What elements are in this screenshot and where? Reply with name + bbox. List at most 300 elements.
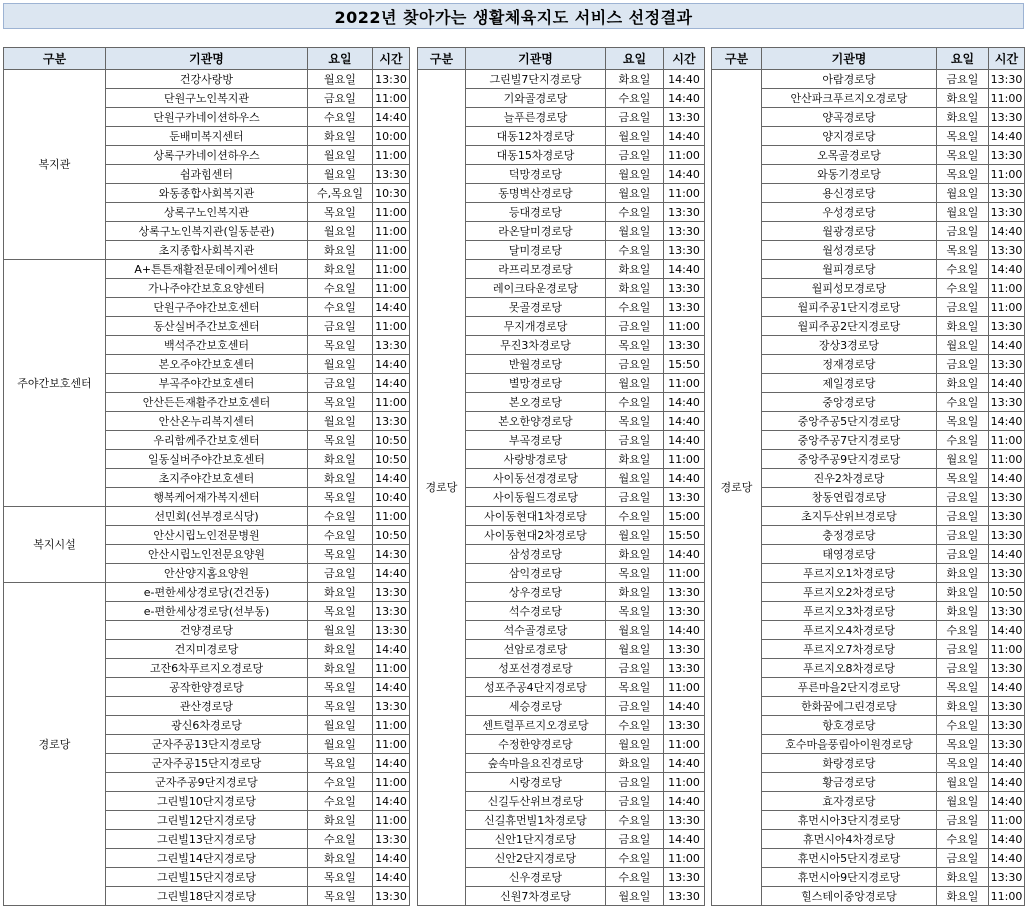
time-cell: 11:00 [664,564,705,583]
time-cell: 13:30 [989,868,1025,887]
time-cell: 11:00 [989,165,1025,184]
institution-cell: 대동15차경로당 [466,146,606,165]
institution-cell: 가나주야간보호요양센터 [106,279,308,298]
institution-cell: 우리함께주간보호센터 [106,431,308,450]
time-cell: 13:30 [989,659,1025,678]
time-cell: 15:50 [664,355,705,374]
institution-cell: 푸르지오3차경로당 [762,602,937,621]
institution-cell: 동명벽산경로당 [466,184,606,203]
institution-cell: 푸른마을2단지경로당 [762,678,937,697]
institution-cell: 와동기경로당 [762,165,937,184]
day-cell: 수요일 [606,811,664,830]
time-cell: 11:00 [373,811,410,830]
time-cell: 13:30 [373,70,410,89]
day-cell: 수요일 [937,621,989,640]
institution-cell: 사이동현대2차경로당 [466,526,606,545]
time-cell: 14:40 [989,545,1025,564]
time-cell: 13:30 [989,393,1025,412]
institution-cell: 고잔6차푸르지오경로당 [106,659,308,678]
institution-cell: 그린빌10단지경로당 [106,792,308,811]
time-cell: 14:40 [373,792,410,811]
time-cell: 14:40 [989,469,1025,488]
time-cell: 13:30 [989,488,1025,507]
time-cell: 13:30 [664,108,705,127]
institution-cell: 월피경로당 [762,260,937,279]
category-cell: 경로당 [418,70,466,906]
day-cell: 목요일 [308,678,373,697]
time-cell: 14:40 [989,336,1025,355]
institution-cell: 양곡경로당 [762,108,937,127]
time-cell: 11:00 [989,450,1025,469]
time-cell: 11:00 [664,773,705,792]
institution-cell: 푸르지오7차경로당 [762,640,937,659]
institution-cell: A+튼튼재활전문데이케어센터 [106,260,308,279]
day-cell: 화요일 [937,108,989,127]
time-cell: 11:00 [664,678,705,697]
institution-cell: 무지개경로당 [466,317,606,336]
table-row [4,260,410,279]
day-cell: 수요일 [606,716,664,735]
day-cell: 목요일 [308,488,373,507]
institution-cell: 월피주공1단지경로당 [762,298,937,317]
day-cell: 목요일 [937,678,989,697]
time-cell: 11:00 [373,659,410,678]
time-cell: 11:00 [664,317,705,336]
page-title-text: 2022년 찾아가는 생활체육지도 서비스 선정결과 [334,7,693,27]
day-cell: 금요일 [937,659,989,678]
day-cell: 화요일 [308,469,373,488]
institution-cell: 상우경로당 [466,583,606,602]
time-cell: 14:40 [664,393,705,412]
time-cell: 14:40 [664,545,705,564]
institution-cell: 초지주야간보호센터 [106,469,308,488]
time-cell: 14:40 [989,754,1025,773]
time-cell: 13:30 [373,336,410,355]
day-cell: 금요일 [606,792,664,811]
day-cell: 월요일 [606,735,664,754]
institution-cell: 대동12차경로당 [466,127,606,146]
time-cell: 14:40 [664,127,705,146]
institution-cell: 월피주공2단지경로당 [762,317,937,336]
table-row [4,583,410,602]
institution-cell: 공작한양경로당 [106,678,308,697]
institution-cell: 신길휴먼빌1차경로당 [466,811,606,830]
institution-cell: 무진3차경로당 [466,336,606,355]
header-institution: 기관명 [106,48,308,70]
day-cell: 월요일 [937,336,989,355]
institution-cell: 선암로경로당 [466,640,606,659]
institution-cell: 그린빌7단지경로당 [466,70,606,89]
day-cell: 금요일 [606,488,664,507]
institution-cell: 행복케어재가복지센터 [106,488,308,507]
day-cell: 금요일 [937,545,989,564]
time-cell: 11:00 [373,507,410,526]
day-cell: 목요일 [308,545,373,564]
institution-cell: 본오주야간보호센터 [106,355,308,374]
institution-cell: 초지종합사회복지관 [106,241,308,260]
day-cell: 월요일 [606,469,664,488]
day-cell: 금요일 [937,811,989,830]
time-cell: 13:30 [989,108,1025,127]
time-cell: 14:40 [664,754,705,773]
category-cell: 주야간보호센터 [4,260,106,507]
day-cell: 목요일 [937,469,989,488]
institution-cell: 안산온누리복지센터 [106,412,308,431]
institution-cell: 제일경로당 [762,374,937,393]
day-cell: 금요일 [606,431,664,450]
institution-cell: 양지경로당 [762,127,937,146]
day-cell: 화요일 [937,602,989,621]
day-cell: 금요일 [606,317,664,336]
institution-cell: 그린빌18단지경로당 [106,887,308,906]
time-cell: 13:30 [989,146,1025,165]
day-cell: 수요일 [308,526,373,545]
time-cell: 13:30 [373,697,410,716]
time-cell: 11:00 [373,716,410,735]
institution-cell: 사랑방경로당 [466,450,606,469]
institution-cell: 석수경로당 [466,602,606,621]
time-cell: 13:30 [989,241,1025,260]
day-cell: 금요일 [606,773,664,792]
day-cell: 화요일 [937,317,989,336]
day-cell: 화요일 [308,450,373,469]
time-cell: 11:00 [373,279,410,298]
header-time: 시간 [664,48,705,70]
day-cell: 월요일 [308,716,373,735]
table-row [712,70,1025,89]
day-cell: 목요일 [937,146,989,165]
institution-cell: 푸르지오8차경로당 [762,659,937,678]
institution-cell: 단원구카네이션하우스 [106,108,308,127]
institution-cell: e-편한세상경로당(선부동) [106,602,308,621]
day-cell: 수요일 [308,298,373,317]
day-cell: 월요일 [606,184,664,203]
day-cell: 금요일 [937,355,989,374]
time-cell: 14:40 [664,412,705,431]
day-cell: 수요일 [308,792,373,811]
day-cell: 금요일 [937,640,989,659]
time-cell: 10:50 [373,526,410,545]
institution-cell: 신안2단지경로당 [466,849,606,868]
day-cell: 월요일 [308,412,373,431]
day-cell: 금요일 [937,526,989,545]
institution-cell: 군자주공13단지경로당 [106,735,308,754]
institution-cell: 월광경로당 [762,222,937,241]
header-category: 구분 [4,48,106,70]
day-cell: 금요일 [308,564,373,583]
day-cell: 목요일 [937,241,989,260]
time-cell: 14:40 [373,678,410,697]
institution-cell: 안산시립노인전문요양원 [106,545,308,564]
institution-cell: 호수마을풍림아이원경로당 [762,735,937,754]
category-cell: 경로당 [4,583,106,906]
time-cell: 13:30 [373,165,410,184]
day-cell: 화요일 [308,849,373,868]
day-cell: 수요일 [308,507,373,526]
institution-cell: 중앙주공9단지경로당 [762,450,937,469]
day-cell: 수요일 [937,716,989,735]
time-cell: 11:00 [664,735,705,754]
day-cell: 수요일 [606,203,664,222]
day-cell: 목요일 [308,754,373,773]
time-cell: 10:50 [989,583,1025,602]
day-cell: 화요일 [937,697,989,716]
day-cell: 수요일 [606,298,664,317]
institution-cell: 휴먼시아9단지경로당 [762,868,937,887]
institution-cell: 진우2차경로당 [762,469,937,488]
time-cell: 14:40 [373,298,410,317]
day-cell: 화요일 [937,583,989,602]
institution-cell: 안산든든재활주간보호센터 [106,393,308,412]
header-category: 구분 [712,48,762,70]
header-day: 요일 [308,48,373,70]
time-cell: 11:00 [373,260,410,279]
time-cell: 14:40 [373,868,410,887]
institution-cell: 창동연립경로당 [762,488,937,507]
day-cell: 월요일 [606,887,664,906]
header-day: 요일 [606,48,664,70]
institution-cell: 우성경로당 [762,203,937,222]
institution-cell: 효자경로당 [762,792,937,811]
time-cell: 11:00 [373,146,410,165]
institution-cell: 군자주공9단지경로당 [106,773,308,792]
day-cell: 목요일 [308,393,373,412]
time-cell: 11:00 [664,849,705,868]
time-cell: 11:00 [373,735,410,754]
header-time: 시간 [373,48,410,70]
time-cell: 14:40 [373,849,410,868]
day-cell: 목요일 [937,165,989,184]
institution-cell: 레이크타운경로당 [466,279,606,298]
time-cell: 11:00 [989,887,1025,906]
time-cell: 14:40 [664,469,705,488]
time-cell: 10:50 [373,450,410,469]
day-cell: 월요일 [308,355,373,374]
time-cell: 13:30 [664,298,705,317]
time-cell: 13:30 [373,830,410,849]
institution-cell: 초지두산위브경로당 [762,507,937,526]
institution-cell: 월성경로당 [762,241,937,260]
institution-cell: 수정한양경로당 [466,735,606,754]
day-cell: 목요일 [606,412,664,431]
institution-cell: 휴먼시아3단지경로당 [762,811,937,830]
time-cell: 13:30 [664,640,705,659]
day-cell: 금요일 [606,697,664,716]
day-cell: 목요일 [937,735,989,754]
time-cell: 13:30 [373,602,410,621]
institution-cell: 시랑경로당 [466,773,606,792]
day-cell: 화요일 [606,583,664,602]
institution-cell: 휴먼시아5단지경로당 [762,849,937,868]
time-cell: 14:40 [989,792,1025,811]
institution-cell: 사이동선경경로당 [466,469,606,488]
institution-cell: 반월경로당 [466,355,606,374]
day-cell: 화요일 [606,279,664,298]
day-cell: 금요일 [937,222,989,241]
day-cell: 금요일 [606,830,664,849]
institution-cell: 황금경로당 [762,773,937,792]
category-cell: 복지시설 [4,507,106,583]
time-cell: 11:00 [989,640,1025,659]
day-cell: 수요일 [606,89,664,108]
category-cell: 복지관 [4,70,106,260]
time-cell: 11:00 [989,279,1025,298]
institution-cell: 광신6차경로당 [106,716,308,735]
institution-cell: 성포선경경로당 [466,659,606,678]
time-cell: 14:40 [989,678,1025,697]
day-cell: 월요일 [937,792,989,811]
schedule-table-2 [417,47,705,906]
time-cell: 11:00 [373,89,410,108]
institution-cell: 부곡주야간보호센터 [106,374,308,393]
header-institution: 기관명 [466,48,606,70]
institution-cell: 부곡경로당 [466,431,606,450]
day-cell: 월요일 [937,184,989,203]
time-cell: 14:40 [664,621,705,640]
header-time: 시간 [989,48,1025,70]
institution-cell: 군자주공15단지경로당 [106,754,308,773]
time-cell: 13:30 [664,583,705,602]
time-cell: 14:30 [373,545,410,564]
institution-cell: 푸르지오4차경로당 [762,621,937,640]
time-cell: 13:30 [664,868,705,887]
day-cell: 목요일 [308,868,373,887]
schedule-table-1 [3,47,410,906]
institution-cell: 삼성경로당 [466,545,606,564]
institution-cell: 휴먼시아4차경로당 [762,830,937,849]
table-row [418,70,705,89]
time-cell: 13:30 [989,203,1025,222]
institution-cell: 사이동월드경로당 [466,488,606,507]
schedule-table-3 [711,47,1025,906]
time-cell: 13:30 [373,583,410,602]
institution-cell: 세승경로당 [466,697,606,716]
time-cell: 14:40 [989,773,1025,792]
time-cell: 11:00 [373,222,410,241]
time-cell: 15:00 [664,507,705,526]
day-cell: 수요일 [937,431,989,450]
time-cell: 14:40 [989,849,1025,868]
institution-cell: 안산파크푸르지오경로당 [762,89,937,108]
time-cell: 13:30 [664,203,705,222]
day-cell: 월요일 [606,127,664,146]
time-cell: 15:50 [664,526,705,545]
time-cell: 14:40 [664,89,705,108]
day-cell: 목요일 [606,336,664,355]
time-cell: 13:30 [989,526,1025,545]
institution-cell: 와동종합사회복지관 [106,184,308,203]
time-cell: 14:40 [664,431,705,450]
time-cell: 10:00 [373,127,410,146]
time-cell: 14:40 [373,564,410,583]
institution-cell: 라온달미경로당 [466,222,606,241]
day-cell: 수,목요일 [308,184,373,203]
time-cell: 14:40 [373,640,410,659]
day-cell: 금요일 [937,507,989,526]
time-cell: 14:40 [664,830,705,849]
header-category: 구분 [418,48,466,70]
institution-cell: 항호경로당 [762,716,937,735]
institution-cell: 아람경로당 [762,70,937,89]
time-cell: 10:30 [373,184,410,203]
time-cell: 13:30 [664,887,705,906]
day-cell: 목요일 [937,754,989,773]
time-cell: 13:30 [373,621,410,640]
time-cell: 14:40 [373,108,410,127]
time-cell: 14:40 [373,754,410,773]
day-cell: 월요일 [937,450,989,469]
institution-cell: 푸르지오1차경로당 [762,564,937,583]
day-cell: 화요일 [308,811,373,830]
institution-cell: 선민회(선부경로식당) [106,507,308,526]
institution-cell: 정재경로당 [762,355,937,374]
institution-cell: 등대경로당 [466,203,606,222]
time-cell: 11:00 [664,146,705,165]
day-cell: 수요일 [937,393,989,412]
day-cell: 금요일 [606,355,664,374]
institution-cell: 쉼과힘센터 [106,165,308,184]
institution-cell: 못골경로당 [466,298,606,317]
day-cell: 목요일 [937,127,989,146]
day-cell: 금요일 [937,849,989,868]
institution-cell: 안산양지홈요양원 [106,564,308,583]
day-cell: 수요일 [937,279,989,298]
institution-cell: 일동실버주야간보호센터 [106,450,308,469]
time-cell: 11:00 [373,241,410,260]
day-cell: 화요일 [937,374,989,393]
time-cell: 14:40 [664,260,705,279]
institution-cell: 기와골경로당 [466,89,606,108]
institution-cell: 신우경로당 [466,868,606,887]
day-cell: 금요일 [606,108,664,127]
day-cell: 월요일 [308,146,373,165]
time-cell: 14:40 [373,374,410,393]
day-cell: 금요일 [606,146,664,165]
time-cell: 14:40 [989,830,1025,849]
time-cell: 14:40 [989,412,1025,431]
institution-cell: 관산경로당 [106,697,308,716]
time-cell: 13:30 [664,659,705,678]
day-cell: 금요일 [308,317,373,336]
institution-cell: 힐스테이중앙경로당 [762,887,937,906]
institution-cell: 본오경로당 [466,393,606,412]
time-cell: 13:30 [664,241,705,260]
day-cell: 화요일 [606,754,664,773]
time-cell: 13:30 [664,602,705,621]
institution-cell: 중앙주공5단지경로당 [762,412,937,431]
day-cell: 화요일 [606,450,664,469]
time-cell: 11:00 [664,374,705,393]
institution-cell: 오목골경로당 [762,146,937,165]
institution-cell: 안산시립노인전문병원 [106,526,308,545]
institution-cell: 건양경로당 [106,621,308,640]
institution-cell: 신원7차경로당 [466,887,606,906]
time-cell: 14:40 [989,127,1025,146]
day-cell: 수요일 [308,830,373,849]
time-cell: 13:30 [989,184,1025,203]
time-cell: 14:40 [989,621,1025,640]
institution-cell: 중앙주공7단지경로당 [762,431,937,450]
time-cell: 13:30 [989,507,1025,526]
institution-cell: 덕망경로당 [466,165,606,184]
day-cell: 화요일 [937,89,989,108]
day-cell: 목요일 [308,602,373,621]
time-cell: 13:30 [664,279,705,298]
time-cell: 11:00 [989,811,1025,830]
day-cell: 월요일 [606,526,664,545]
time-cell: 11:00 [664,450,705,469]
time-cell: 13:30 [664,716,705,735]
